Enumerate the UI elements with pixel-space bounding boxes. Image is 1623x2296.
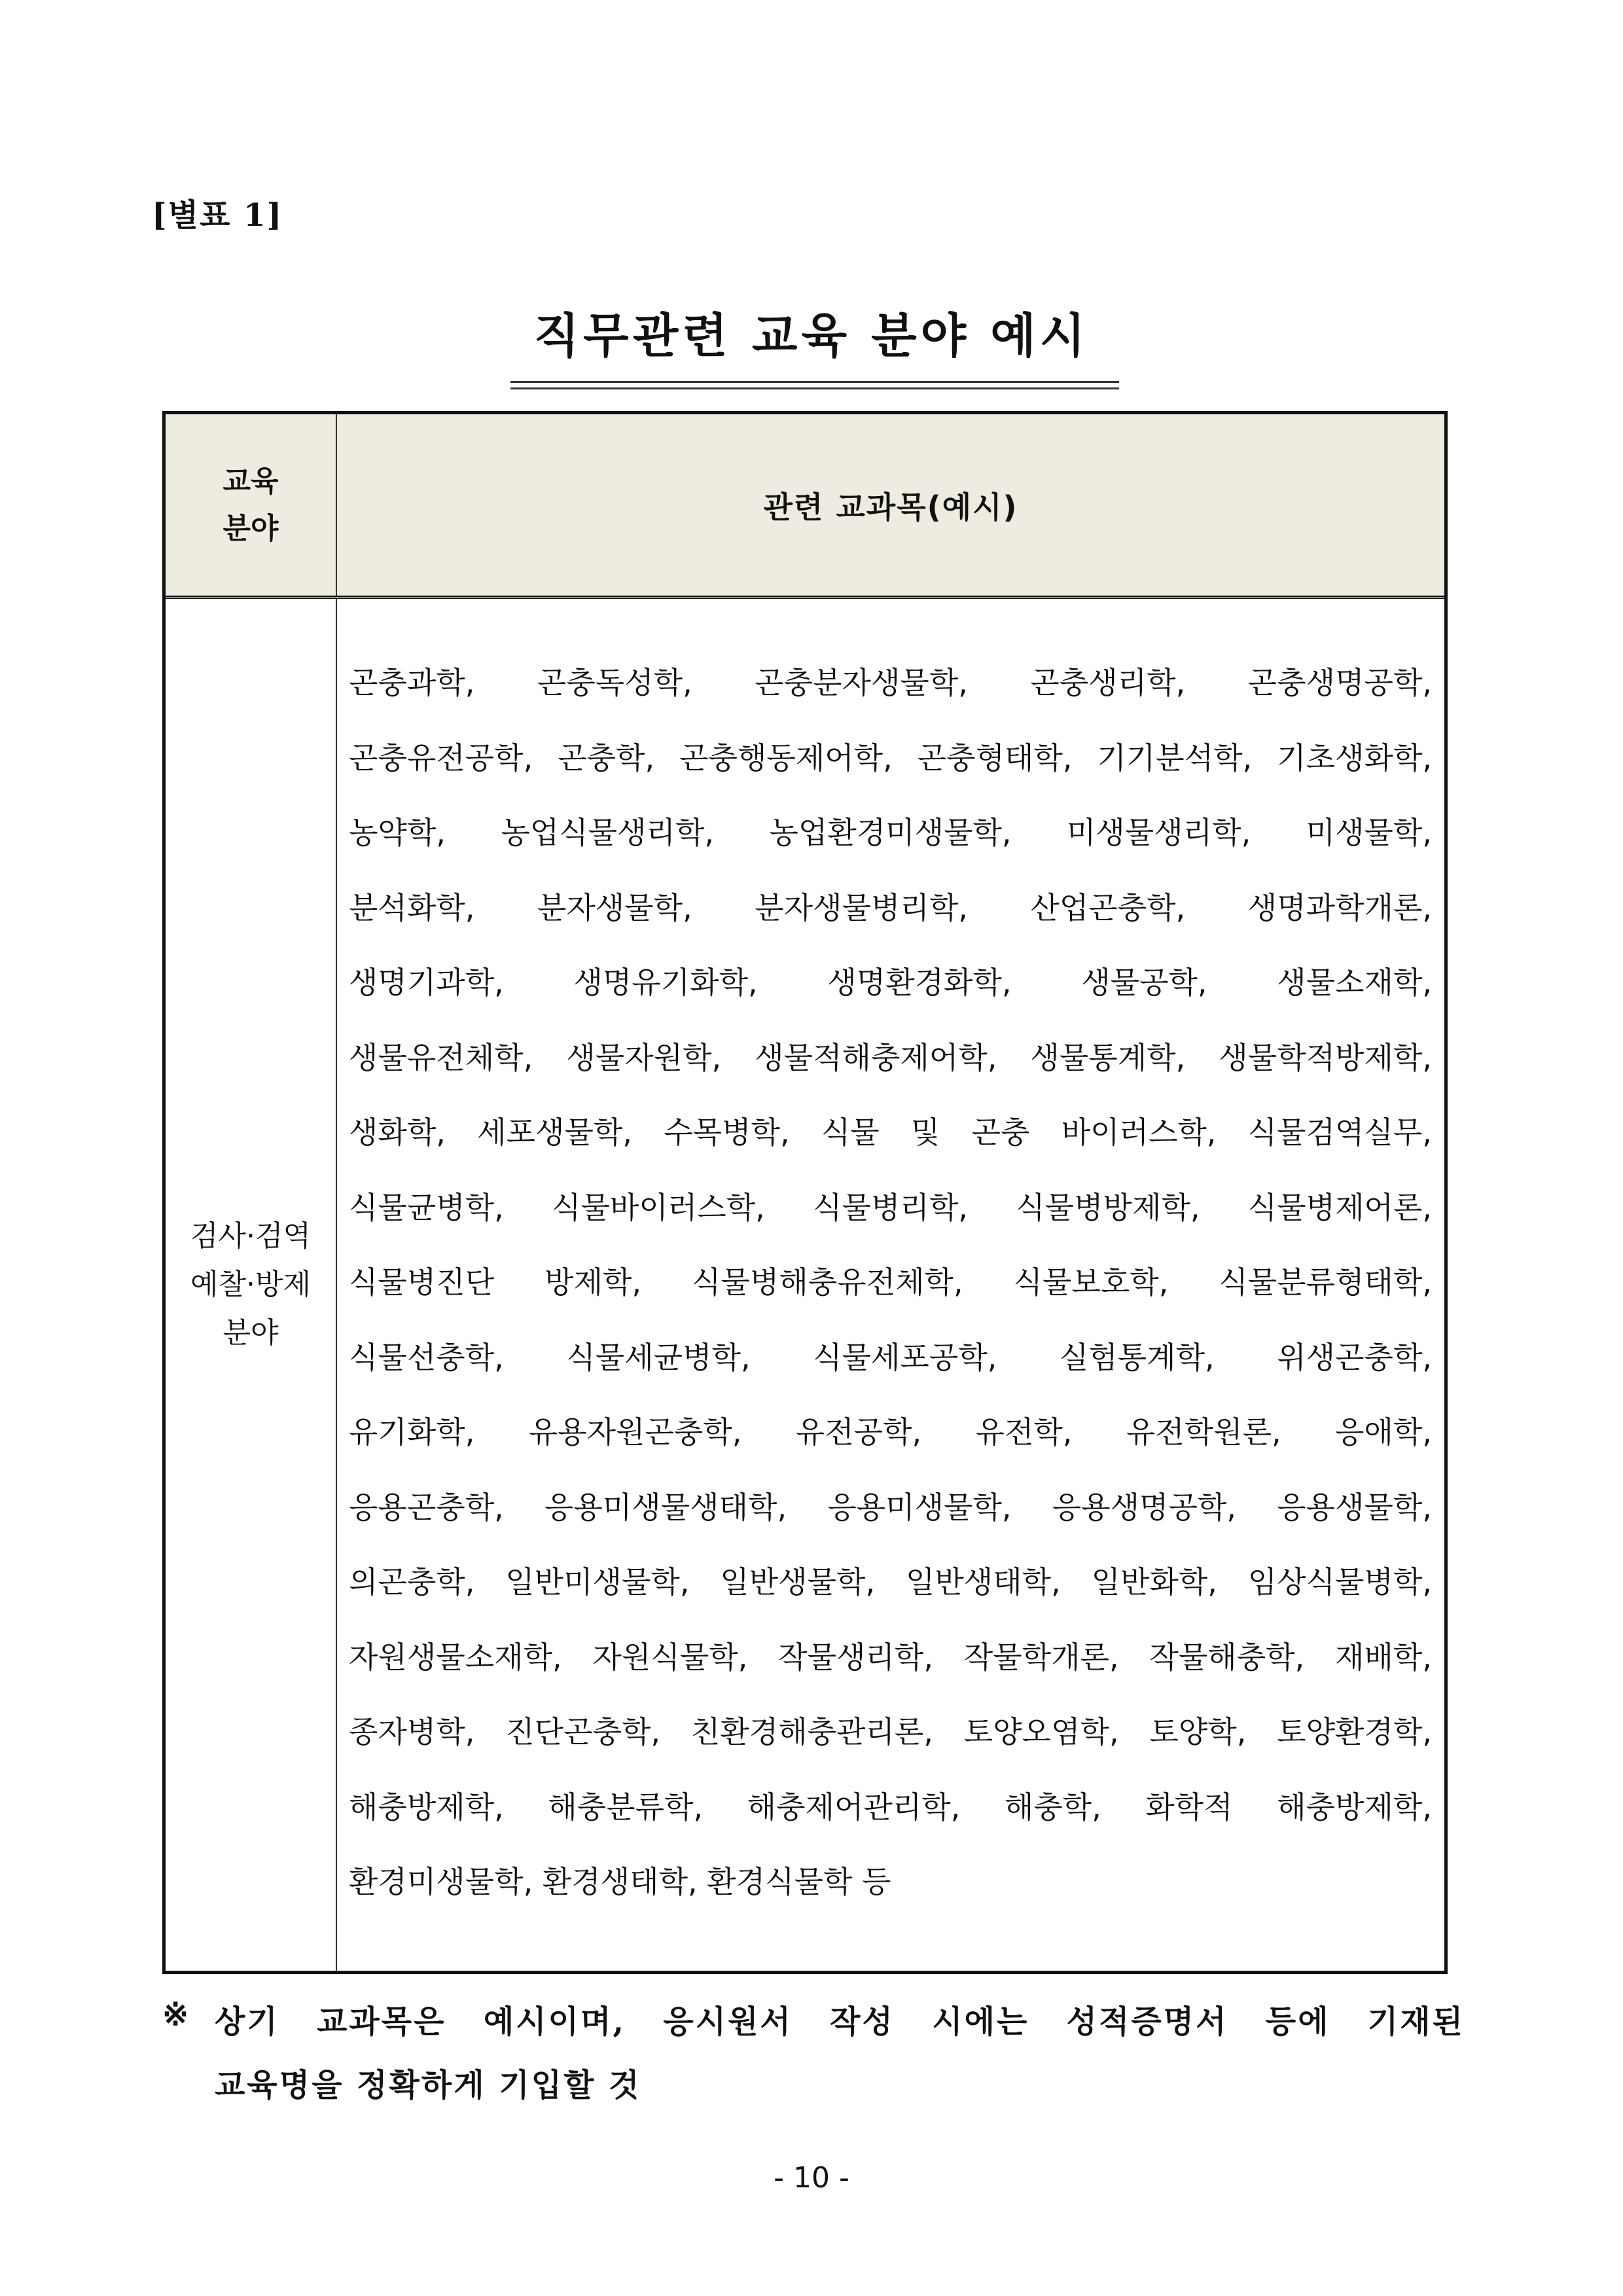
course-line: 의곤충학, 일반미생물학, 일반생물학, 일반생태학, 일반화학, 임상식물병학, — [349, 1564, 1432, 1600]
course-line: 식물균병학, 식물바이러스학, 식물병리학, 식물병방제학, 식물병제어론, — [349, 1189, 1432, 1225]
course-line: 해충방제학, 해충분류학, 해충제어관리학, 해충학, 화학적 해충방제학, — [349, 1789, 1432, 1825]
page-title: 직무관련 교육 분야 예시 — [533, 308, 1090, 363]
course-line: 생물유전체학, 생물자원학, 생물적해충제어학, 생물통계학, 생물학적방제학, — [349, 1039, 1432, 1075]
course-line: 농약학, 농업식물생리학, 농업환경미생물학, 미생물생리학, 미생물학, — [349, 815, 1432, 850]
course-line: 응용곤충학, 응용미생물생태학, 응용미생물학, 응용생명공학, 응용생물학, — [349, 1489, 1432, 1525]
course-list — [349, 663, 1432, 1937]
footnote-text-2: 교육명을 정확하게 기입할 것 — [215, 2067, 641, 2104]
course-line: 분석화학, 분자생물학, 분자생물병리학, 산업곤충학, 생명과학개론, — [349, 889, 1432, 925]
category-cell: 검사·검역 예찰·방제 분야 — [166, 599, 337, 1971]
title-underline-top — [510, 381, 1119, 383]
course-line: 생화학, 세포생물학, 수목병학, 식물 및 곤충 바이러스학, 식물검역실무, — [349, 1115, 1432, 1150]
header-subjects-cell: 관련 교과목(예시) — [763, 489, 1018, 525]
course-line: 자원생물소재학, 자원식물학, 작물생리학, 작물학개론, 작물해충학, 재배학, — [349, 1639, 1432, 1675]
title-underline-bottom — [510, 387, 1119, 389]
title-container — [0, 298, 1623, 366]
table-header — [166, 414, 1444, 599]
footnote-text-1: 상기 교과목은 예시이며, 응시원서 작성 시에는 성적증명서 등에 기재된 — [215, 2003, 1465, 2040]
course-line: 곤충과학, 곤충독성학, 곤충분자생물학, 곤충생리학, 곤충생명공학, — [349, 665, 1432, 700]
course-line: 생명기과학, 생명유기화학, 생명환경화학, 생물공학, 생물소재학, — [349, 965, 1432, 1000]
annex-label: [별표 1] — [152, 197, 283, 234]
page-number: - 10 - — [774, 2161, 849, 2195]
course-line: 환경미생물학, 환경생태학, 환경식물학 등 — [349, 1864, 891, 1899]
header-category-cell: 교육 분야 — [166, 414, 337, 596]
course-line: 곤충유전공학, 곤충학, 곤충행동제어학, 곤충형태학, 기기분석학, 기초생화학, — [349, 740, 1432, 776]
footnote-line-1 — [162, 1996, 1465, 2041]
course-line: 식물병진단 방제학, 식물병해충유전체학, 식물보호학, 식물분류형태학, — [349, 1265, 1432, 1300]
course-line: 유기화학, 유용자원곤충학, 유전공학, 유전학, 유전학원론, 응애학, — [349, 1414, 1432, 1450]
course-line: 종자병학, 진단곤충학, 친환경해충관리론, 토양오염학, 토양학, 토양환경학, — [349, 1714, 1432, 1749]
course-line: 식물선충학, 식물세균병학, 식물세포공학, 실험통계학, 위생곤충학, — [349, 1339, 1432, 1375]
subjects-table — [162, 411, 1448, 1974]
footnote — [162, 1996, 1465, 2105]
reference-mark-icon: ※ — [162, 1996, 189, 2033]
